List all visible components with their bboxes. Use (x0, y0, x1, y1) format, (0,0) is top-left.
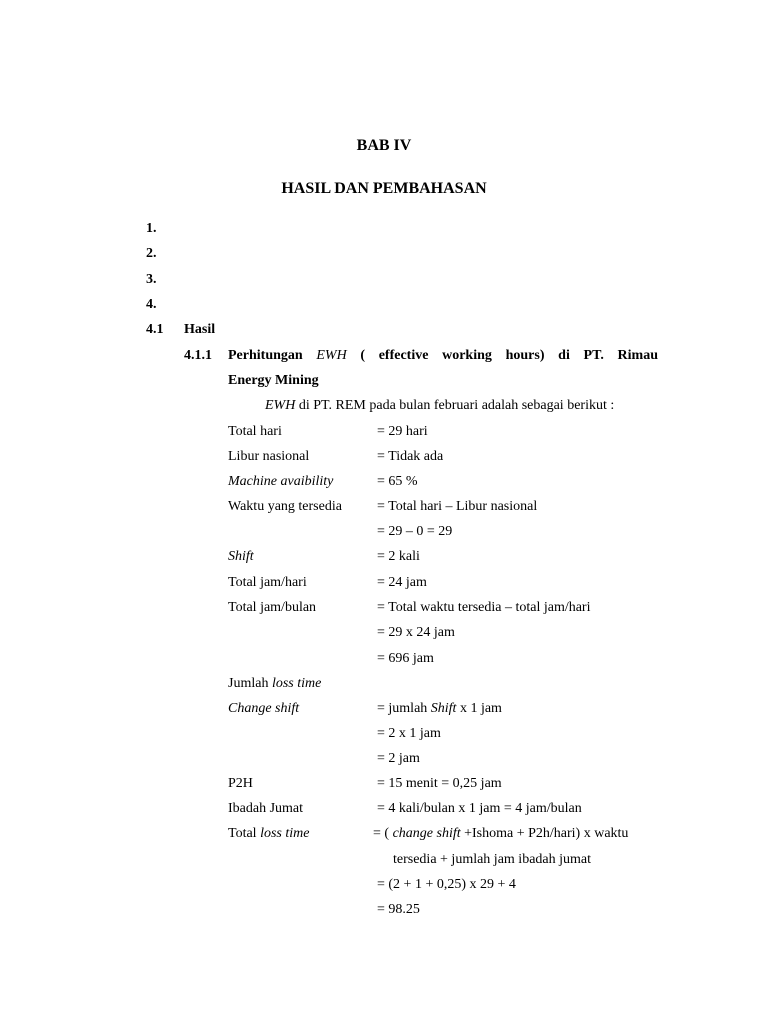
row-value-change-shift-3: = 2 jam (377, 751, 420, 766)
jumlah-loss-italic: loss time (271, 676, 322, 691)
subsection-title-line1 (228, 347, 658, 365)
subsection-word: effective (378, 348, 429, 363)
subsection-title-line2: Energy Mining (228, 373, 319, 388)
row-value-p2h: = 15 menit = 0,25 jam (377, 776, 502, 791)
row-value-waktu-2: = 29 – 0 = 29 (377, 524, 453, 539)
subsection-word-ewh: EWH (316, 348, 347, 363)
change-shift-italic: Shift (430, 701, 457, 716)
row-value-machine: = 65 % (377, 474, 418, 489)
total-loss-value-post: +Ishoma + P2h/hari) x waktu (460, 826, 629, 841)
change-shift-post: x 1 jam (456, 701, 502, 716)
row-value-waktu: = Total hari – Libur nasional (377, 499, 538, 514)
row-value-jam-bulan: = Total waktu tersedia – total jam/hari (377, 600, 591, 615)
row-value-libur: = Tidak ada (377, 449, 444, 464)
row-value-jam-bulan-3: = 696 jam (377, 651, 434, 666)
row-label-ibadah: Ibadah Jumat (228, 801, 304, 816)
numbered-item-3: 3. (146, 272, 157, 287)
numbered-item-1: 1. (146, 221, 157, 236)
subsection-word: ( (360, 348, 366, 363)
row-label-jumlah-loss (228, 675, 321, 693)
row-label-shift: Shift (228, 549, 254, 564)
row-label-machine: Machine avaibility (228, 474, 334, 489)
subsection-word: Rimau (617, 348, 658, 363)
row-value-change-shift (377, 700, 502, 718)
total-loss-pre: Total (228, 826, 261, 841)
intro-italic: EWH (265, 398, 296, 413)
jumlah-loss-pre: Jumlah (228, 676, 272, 691)
subsection-word: PT. (583, 348, 604, 363)
intro-paragraph (265, 397, 614, 415)
row-value-total-loss (373, 825, 628, 843)
chapter-heading: BAB IV (356, 137, 412, 154)
section-number: 4.1 (146, 322, 164, 337)
row-value-total-loss-3: = (2 + 1 + 0,25) x 29 + 4 (377, 877, 516, 892)
row-label-jam-hari: Total jam/hari (228, 575, 307, 590)
row-value-change-shift-2: = 2 x 1 jam (377, 726, 441, 741)
total-loss-value-pre: = ( (373, 826, 393, 841)
row-value-total-hari: = 29 hari (377, 424, 428, 439)
row-label-p2h: P2H (228, 776, 253, 791)
subsection-word: hours) (505, 348, 545, 363)
row-value-ibadah: = 4 kali/bulan x 1 jam = 4 jam/bulan (377, 801, 582, 816)
intro-text: di PT. REM pada bulan februari adalah sebagai berikut : (295, 398, 615, 413)
numbered-item-4: 4. (146, 297, 157, 312)
numbered-item-2: 2. (146, 246, 157, 261)
row-value-total-loss-2: tersedia + jumlah jam ibadah jumat (393, 852, 592, 867)
subsection-word: di (558, 348, 570, 363)
row-label-jam-bulan: Total jam/bulan (228, 600, 317, 615)
chapter-title: HASIL DAN PEMBAHASAN (281, 180, 487, 197)
section-label: Hasil (184, 322, 216, 337)
row-value-shift: = 2 kali (377, 549, 420, 564)
change-shift-pre: = jumlah (377, 701, 431, 716)
total-loss-italic: loss time (260, 826, 310, 841)
row-label-total-loss (228, 825, 309, 843)
subsection-number: 4.1.1 (184, 348, 212, 363)
row-label-libur: Libur nasional (228, 449, 310, 464)
subsection-word: Perhitungan (228, 348, 303, 363)
row-value-jam-hari: = 24 jam (377, 575, 427, 590)
row-label-total-hari: Total hari (228, 424, 282, 439)
row-value-total-loss-4: = 98.25 (377, 902, 420, 917)
row-label-waktu: Waktu yang tersedia (228, 499, 342, 514)
total-loss-value-italic: change shift (392, 826, 461, 841)
subsection-word: working (442, 348, 492, 363)
row-label-change-shift: Change shift (228, 701, 300, 716)
row-value-jam-bulan-2: = 29 x 24 jam (377, 625, 455, 640)
